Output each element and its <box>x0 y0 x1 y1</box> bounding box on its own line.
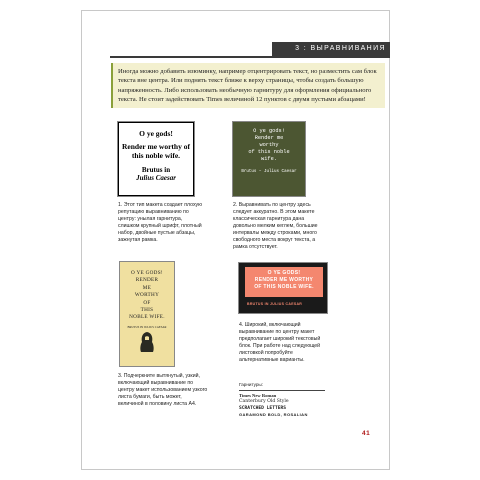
caption-2: 2. Выравнивать по центру здесь следует аккуратно. В этом макете классическая гарнитура дана довольно мелким кеглем, большие интервалы между строками, много свободного места вокруг текста, а рамка отсутствует. <box>233 202 318 250</box>
caption-4: 4. Широкий, включающий выравнивание по центру макет предполагает широкий текстовый блок. При работе над следующей листовкой попробуйте альтернативные варианты. <box>239 322 321 363</box>
card-3-credit: BRUTUS IN JULIUS CAESAR <box>127 324 167 329</box>
card-2-credit: Brutus – Julius Caesar <box>241 170 297 174</box>
card-1-credit <box>119 166 193 182</box>
card-1-credit-line-2: Julius Caesar <box>136 174 176 182</box>
fonts-heading: Гарнитуры: <box>239 382 325 391</box>
caption-1: 1. Этот тип макета создает плохую репутацию выравниванию по центру: унылая гарнитура, слишком крупный шрифт, плотный набор, двойные пустые абзацы, зажнутая рамка. <box>118 202 203 243</box>
example-card-4 <box>239 263 327 313</box>
example-card-1 <box>118 122 194 196</box>
example-card-2 <box>233 122 305 196</box>
font-item-2: Canterbury Old Style <box>239 399 289 404</box>
card-4-lines: O YE GODS! RENDER ME WORTHY OF THIS NOBLE WIFE. <box>254 270 314 290</box>
font-item-3: SCRATCHED LETTERS <box>239 405 287 411</box>
section-header: 3 : ВЫРАВНИВАНИЯ <box>272 42 390 56</box>
card-4-credit: BRUTUS IN JULIUS CAESAR <box>247 302 303 306</box>
header-rule <box>110 56 390 58</box>
page-number: 41 <box>362 430 371 437</box>
font-item-4: GARAMOND BOLD, ROSALIAN <box>239 412 308 417</box>
hooded-figure-illustration <box>137 331 157 353</box>
example-card-3 <box>120 262 174 366</box>
card-3-lines: O YE GODS! RENDER ME WORTHY OF THIS NOBLE WIFE. <box>129 270 165 321</box>
card-1-line-2: Render me worthy of this noble wife. <box>122 142 190 160</box>
intro-text: Иногда можно добавить изюминку, например отцентрировать текст, но разместить сам блок текста вне центра. Или поднять текст ближе к верху страницы, чтобы создать большую напряженность. Либо использовать необычную гарнитуру для оформления официального текста. Не стоит задействовать Times величиной 12 пунктов с двумя пустыми абзацами! <box>111 63 385 108</box>
card-4-panel <box>245 267 323 297</box>
font-item-1: Times New Roman <box>239 392 277 398</box>
fonts-list <box>239 382 325 419</box>
card-1-credit-line-1: Brutus in <box>141 166 171 174</box>
card-1-line-1: O ye gods! <box>139 129 173 138</box>
caption-3: 3. Подчеркните вытянутый, узкий, включающий выравнивание по центру макет использованием узкого листа бумаги, быть может, величиной в половину листа А4. <box>118 373 208 407</box>
card-2-lines: O ye gods! Render me worthy of this noble wife. <box>248 128 290 162</box>
